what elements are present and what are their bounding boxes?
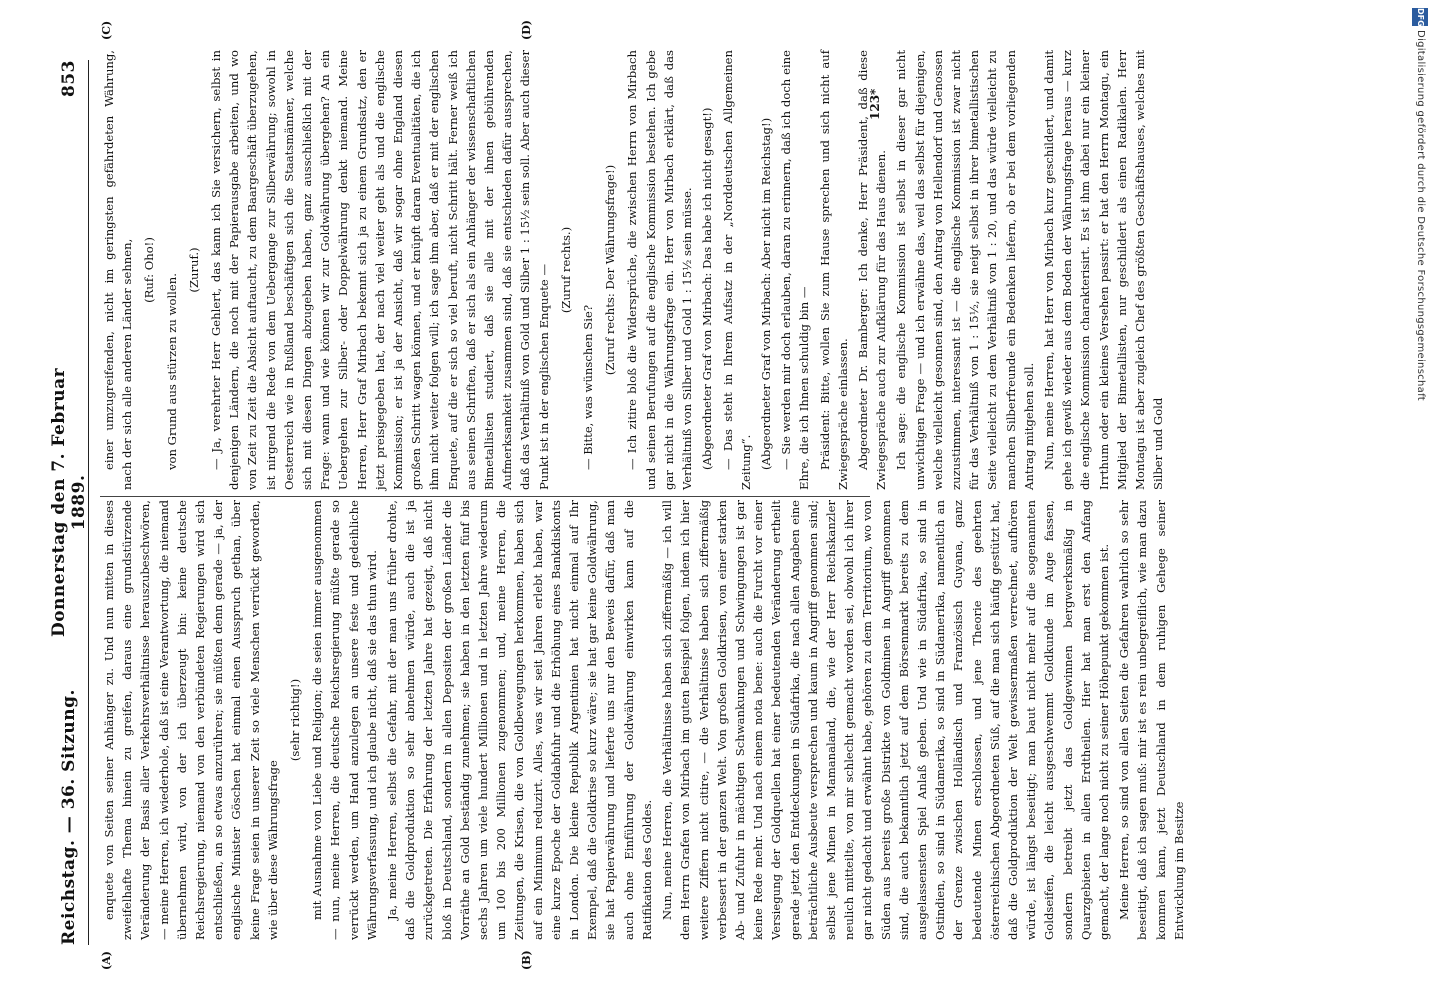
- interjection: (sehr richtig!): [288, 678, 303, 762]
- paragraph: — Ja, verehrter Herr Gehlert, das kann ich Sie versichern, selbst in denjenigen Ländern, die noch mit der Papierausgabe arbeiten, und wo von Zeit zu Zeit die Absicht auftaucht, zu dem Baargeschäft überzugehen, ist nirgend die Rede von dem Uebergange zur Silberwährung; sowohl in Oesterreich wie in Rußland beschäftigen sich die Staatsmänner, welche sich mit diesen Dingen abzugeben haben, ganz ausschließlich mit der Frage: wann und wie können wir zur Goldwährung übergehen? An ein Uebergehen zur Silber- oder Doppelwährung denkt niemand. Meine Herren, Herr Graf Mirbach bekennt sich ja zu einem Grundsatz, den er jetzt preisgegeben hat, der nach viel weiter geht als und die englische Kommission; er ist ja der Ansicht, daß wir sogar ohne England diesen großen Schritt wagen können, und er knüpft daran Eventualitäten, die ich ihm nicht weiter folgen will; ich sage ihm aber, daß er mit der englischen Enquete, auf die er sich so viel beruft, nicht Schritt hält. Ferner weiß ich aus seinen Schriften, daß er sich als ein Anhänger der wissenschaftlichen Bimetallisten studiert, daß sie alle mit der ihnen gebührenden Aufmerksamkeit zusammen sind, daß sie entschieden dafür aussprechen, daß das Verhältniß von Gold und Silber 1 : 15½ sein soll. Aber auch dieser Punkt ist in der englischen Enquete —: [209, 50, 551, 490]
- interjection: (Abgeordneter Graf von Mirbach: Aber nicht im Reichstag!): [758, 117, 773, 470]
- dfg-logo-icon: DFG: [1412, 8, 1428, 26]
- paragraph: Meine Herren, so sind von allen Seiten die Gefahren wahrlich so sehr beseitigt, daß ich sagen muß: mir ist es rein unbegreiflich, wie man dazu kommen kann, jetzt Deutschland in dem ruhigen Gehege seiner Entwicklung im Besitze: [1117, 500, 1186, 940]
- paragraph: Nun, meine Herren, hat Herr von Mirbach kurz geschildert, und damit gehe ich gewiß wieder aus dem Boden der Währungsfrage heraus — kurz die englische Kommission charakterisirt. Es ist ihm dabei nur ein kleiner Irrthum oder ein kleines Versehen passirt: er hat den Herrn Montagu, ein Mitglied der Bimetallisten, nur geschildert als einen Radikalen. Herr Montagu ist aber zugleich Chef des größten Geschäftshauses, welches mit Silber und Gold: [1041, 50, 1166, 490]
- footer-signature: 123*: [868, 88, 882, 120]
- header-date: Donnerstag den 7. Februar 1889.: [49, 367, 89, 638]
- page-header: [49, 60, 89, 945]
- paragraph: Ja, meine Herren, selbst die Gefahr, mit der man uns früher drohte, daß die Goldproduktion so sehr abnehmen würde, auch die ist ja zurückgetreten. Die Erfahrung der letzten Jahre hat gezeigt, daß nicht bloß in Deutschland, sondern in allen Depositen der großen Länder die Vorräthe an Gold beständig zunehmen; sie haben in den letzten fünf bis sechs Jahren um viele hundert Millionen und in letzten Jahre wiederum um 100 bis 200 Millionen zugenommen; und, meine Herren, die Zeitungen, die Krisen, die von Goldbewegungen herkommen, haben sich auf ein Minimum reduzirt. Alles, was wir seit Jahren erlebt haben, war eine kurze Epoche der Goldabfuhr und die Erhöhung eines Bankdiskonts in London. Die kleine Republik Argentinien hat nicht einmal auf Ihr Exempel, daß die Goldkrise so kurz wäre; sie hat gar keine Goldwährung, sie hat Papierwährung und lieferte uns nur den Beweis dafür, daß man auch ohne Einführung der Goldwährung einwirken kann auf die Ratifikation des Goldes.: [385, 500, 654, 940]
- margin-marker-d: (D): [520, 20, 533, 40]
- page-number: 853: [59, 60, 79, 97]
- paragraph: — Sie werden mir doch erlauben, daran zu erinnern, daß ich doch eine Ehre, die ich Ihnen schuldig bin —: [779, 50, 812, 490]
- paragraph: Abgeordneter Dr. Bamberger: Ich denke, Herr Präsident, daß diese Zwiegespräche auch zur Aufklärung für das Haus dienen.: [855, 50, 889, 490]
- digitization-note: Digitalisierung gefördert durch die Deutsche Forschungsgemeinschaft: [1415, 30, 1426, 401]
- paragraph: von Grund aus stürzen zu wollen.: [164, 273, 179, 470]
- paragraph: einer umzugreifenden, nicht im geringsten gefährdeten Währung, nach der sich alle anderen Länder sehnen,: [102, 50, 135, 490]
- margin-marker-b: (B): [520, 950, 533, 970]
- paragraph: — Das steht in Ihrem Aufsatz in der „Norddeutschen Allgemeinen Zeitung“.: [720, 50, 753, 490]
- paragraph: — Bitte, was wünschen Sie?: [581, 304, 596, 470]
- margin-marker-a: (A): [100, 951, 113, 970]
- paragraph: Nun, meine Herren, die Verhältnisse haben sich ziffermäßig — ich will dem Herrn Grafen von Mirbach im guten Beispiel folgen, indem ich hier weitere Ziffern nicht citire, — die Verhältnisse haben sich ziffermäßig verbessert in der ganzen Welt. Von großen Goldkrisen, von einer starken Ab- und Zufuhr in mächtigen Schwankungen und Schwingungen ist gar keine Rede mehr. Und nach einem nota bene: auch die Furcht vor einer Versiegung der Goldquellen hat einer bedeutenden Veränderung ertheilt gerade jetzt den Entdeckungen in Südafrika, die nach allen Angaben eine beträchtliche Ausbeute versprechen und kaum in Angriff genommen sind; selbst jene Minen in Mamanaland, die, wie der Herr Reichskanzler neulich mitteilte, von mir schlecht gemacht worden sei, obwohl ich ihrer gar nicht gedacht und erwähnt habe, gehören zu dem Territorium, wo von Süden aus bereits große Distrikte von Goldminen in Angriff genommen sind, die auch bekanntlich jetzt auf dem Börsenmarkt bereits zu dem ausgelassensten Spiel Anlaß geben. Und wie in Südafrika, so sind in Ostindien, so sind in Südamerika, so sind in Südamerika, namentlich an der Grenze zwischen Holländisch und Französisch Guyana, ganz bedeutende Minen erschlossen, und jene Theorie des geehrten österreichischen Abgeordneten Süß, auf die man sich häufig gestützt hat, daß die Goldproduktion der Welt gewissermaßen verrechnet, aufhören würde, ist längst beseitigt; man baut nicht mehr auf die sogenannten Goldseifen, die leicht ausgeschwemmt Goldkunde im Auge fassen, sondern betreibt jetzt das Goldgewinnen bergwerksmäßig in Quarzgebieten in allen Erdtheilen. Hier hat man erst den Anfang gemacht, der lange noch nicht zu seiner Höhepunkt gekommen ist.: [660, 500, 1111, 940]
- interjection: (Zuruf.): [186, 247, 201, 293]
- interjection: (Zuruf rechts.): [558, 226, 573, 314]
- right-column: [100, 50, 1166, 490]
- left-column: [100, 500, 1186, 940]
- header-publication: Reichstag. — 36. Sitzung.: [59, 689, 79, 945]
- paragraph: enquete von Seiten seiner Anhänger zu. Und nun mitten in dieses zweifelhafte Thema hinein zu greifen, daraus eine grundstürzende Veränderung der Basis aller Verkehrsverhältnisse herauszubeschwören, — meine Herren, ich wiederhole, daß ist eine Verantwortung, die niemand übernehmen wird, von der ich überzeugt bin: keine deutsche Reichsregierung, niemand von den verbündeten Regierungen wird sich entschließen, an so etwas anzurühren; sie müßten denn gerade — ja, der englische Minister Göschen hat einmal einen Ausspruch gethan, über keine Frage seien in unserer Zeit so viele Menschen verrückt geworden, wie über diese Währungsfrage: [102, 500, 280, 940]
- interjection: (Zuruf rechts: Der Währungsfrage!): [603, 164, 618, 376]
- paragraph: mit Ausnahme von Liebe und Religion; die seien immer ausgenommen — nun, meine Herren, die deutsche Reichsregierung müßte gerade so verrückt werden, um Hand anzulegen an unsere feste und gedeihliche Währungsverfassung, und ich glaube nicht, daß sie das thun wird.: [310, 500, 379, 940]
- interjection: (Ruf: Oho!): [142, 237, 157, 303]
- paragraph: Präsident: Bitte, wollen Sie zum Hause sprechen und sich nicht auf Zwiegespräche einlassen.: [817, 50, 850, 490]
- paragraph: Ich sage: die englische Kommission ist selbst in dieser gar nicht unwichtigen Frage — und ich erwähne das, weil das selbst für diejenigen, welche vielleicht gesonnen sind, den Antrag von Hellendorf und Genossen zuzustimmen, interessant ist — die englische Kommission ist zwar nicht für das Verhältniß von 1 : 15½, sie neigt selbst in ihrer bimetallistischen Seite vielleicht zu dem Verhältniß von 1 : 20, und das würde vielleicht zu manchen Silberfreunde ein Bedenken liefern, ob er bei dem vorliegenden Antrag mitgehen soll.: [894, 50, 1036, 490]
- paragraph: — Ich zitire bloß die Widersprüche, die zwischen Herrn von Mirbach und seinen Berufungen auf die englische Kommission bestehen. Ich gebe gar nicht in die Währungsfrage ein. Herr von Mirbach erklärt, daß das Verhältniß von Silber und Gold 1 : 15½ sein müsse.: [625, 50, 695, 490]
- interjection: (Abgeordneter Graf von Mirbach: Das habe ich nicht gesagt!): [700, 107, 715, 470]
- margin-marker-c: (C): [100, 20, 113, 40]
- header-rule: [88, 60, 89, 945]
- column-divider: [100, 496, 870, 497]
